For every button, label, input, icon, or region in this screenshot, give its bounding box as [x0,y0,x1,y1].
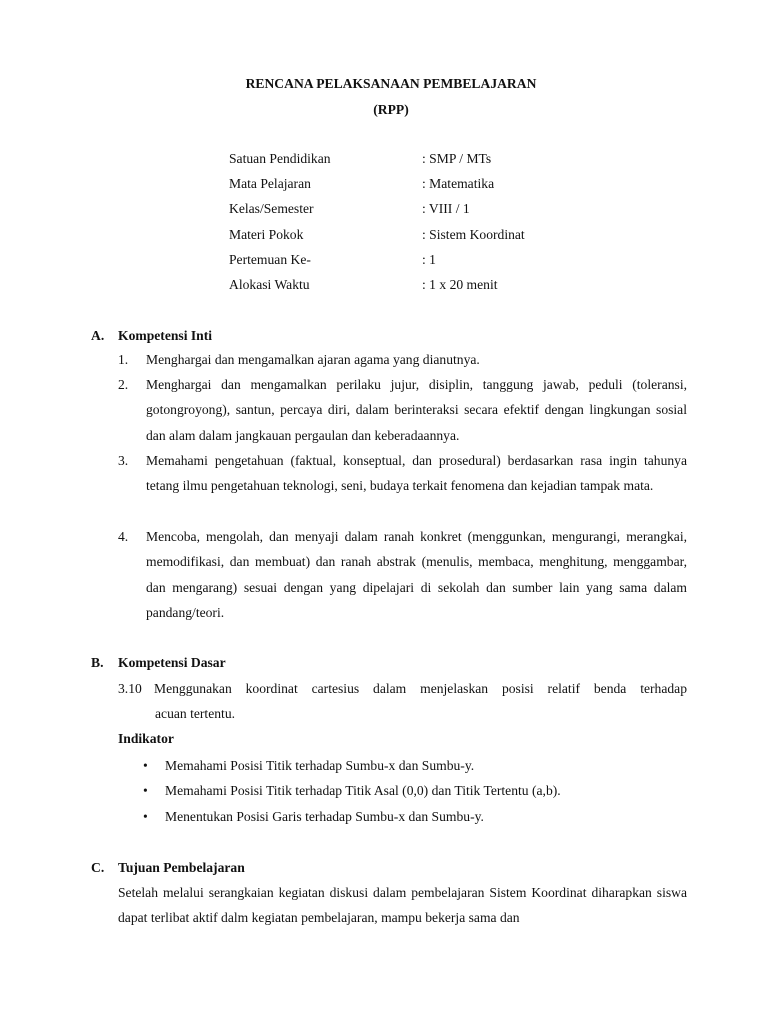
list-number: 4. [118,529,129,544]
bullet-icon: • [143,809,148,824]
list-number: 3. [118,453,129,468]
identity-value: : Sistem Koordinat [422,227,525,242]
list-number: 2. [118,377,129,392]
identity-label: Satuan Pendidikan [229,151,331,166]
kd-text-line2: acuan tertentu. [155,706,236,721]
identity-row [229,252,549,268]
bullet-icon: • [143,758,148,773]
kd-text-line1: Menggunakan koordinat cartesius dalam menjelaskan posisi relatif benda terhadap [154,681,687,696]
indikator-item: Memahami Posisi Titik terhadap Titik Asal (0,0) dan Titik Tertentu (a,b). [165,783,561,798]
identity-label: Kelas/Semester [229,201,314,216]
section-title: Kompetensi Inti [118,328,213,343]
document-title: RENCANA PELAKSANAAN PEMBELAJARAN [245,76,537,91]
identity-row [229,227,549,243]
identity-value: : Matematika [422,176,495,191]
identity-label: Mata Pelajaran [229,176,311,191]
identity-row [229,151,549,167]
list-item: Menghargai dan mengamalkan ajaran agama yang dianutnya. [146,352,480,367]
document-subtitle: (RPP) [373,102,409,117]
section-letter: C. [91,860,105,875]
list-item: Menghargai dan mengamalkan perilaku jujur, disiplin, tanggung jawab, peduli (toleransi, gotongroyong), santun, percaya diri, dalam berinteraksi secara efektif dengan lingkungan sosial dan alam dalam jangkauan pergaulan dan keberadaannya. [146,377,687,443]
section-letter: B. [91,655,104,670]
kd-number: 3.10 [118,681,142,696]
indikator-item: Menentukan Posisi Garis terhadap Sumbu-x dan Sumbu-y. [165,809,484,824]
identity-row [229,277,549,293]
identity-value: : VIII / 1 [422,201,470,216]
indikator-item: Memahami Posisi Titik terhadap Sumbu-x dan Sumbu-y. [165,758,475,773]
identity-value: : 1 [422,252,436,267]
indikator-heading: Indikator [118,731,174,746]
list-item: Memahami pengetahuan (faktual, konseptual, dan prosedural) berdasarkan rasa ingin tahunya tetang ilmu pengetahuan teknologi, seni, budaya terkait fenomena dan kejadian tampak mata. [146,453,687,494]
section-letter: A. [91,328,105,343]
identity-label: Pertemuan Ke- [229,252,311,267]
list-item: Mencoba, mengolah, dan menyaji dalam ranah konkret (menggunkan, mengurangi, merangkai, memodifikasi, dan membuat) dan ranah abstrak (menulis, membaca, menghitung, menggambar, dan mengarang) sesuai dengan yang dipelajari di sekolah dan sumber lain yang sama dalam pandang/teori. [146,529,687,620]
list-number: 1. [118,352,129,367]
identity-label: Materi Pokok [229,227,304,242]
identity-row [229,176,549,192]
section-title: Kompetensi Dasar [118,655,226,670]
bullet-icon: • [143,783,148,798]
identity-value: : 1 x 20 menit [422,277,498,292]
identity-value: : SMP / MTs [422,151,492,166]
identity-row [229,201,549,217]
identity-label: Alokasi Waktu [229,277,310,292]
tujuan-paragraph: Setelah melalui serangkaian kegiatan diskusi dalam pembelajaran Sistem Koordinat diharapkan siswa dapat terlibat aktif dalm kegiatan pembelajaran, mampu bekerja sama dan [118,885,687,926]
section-title: Tujuan Pembelajaran [118,860,245,875]
